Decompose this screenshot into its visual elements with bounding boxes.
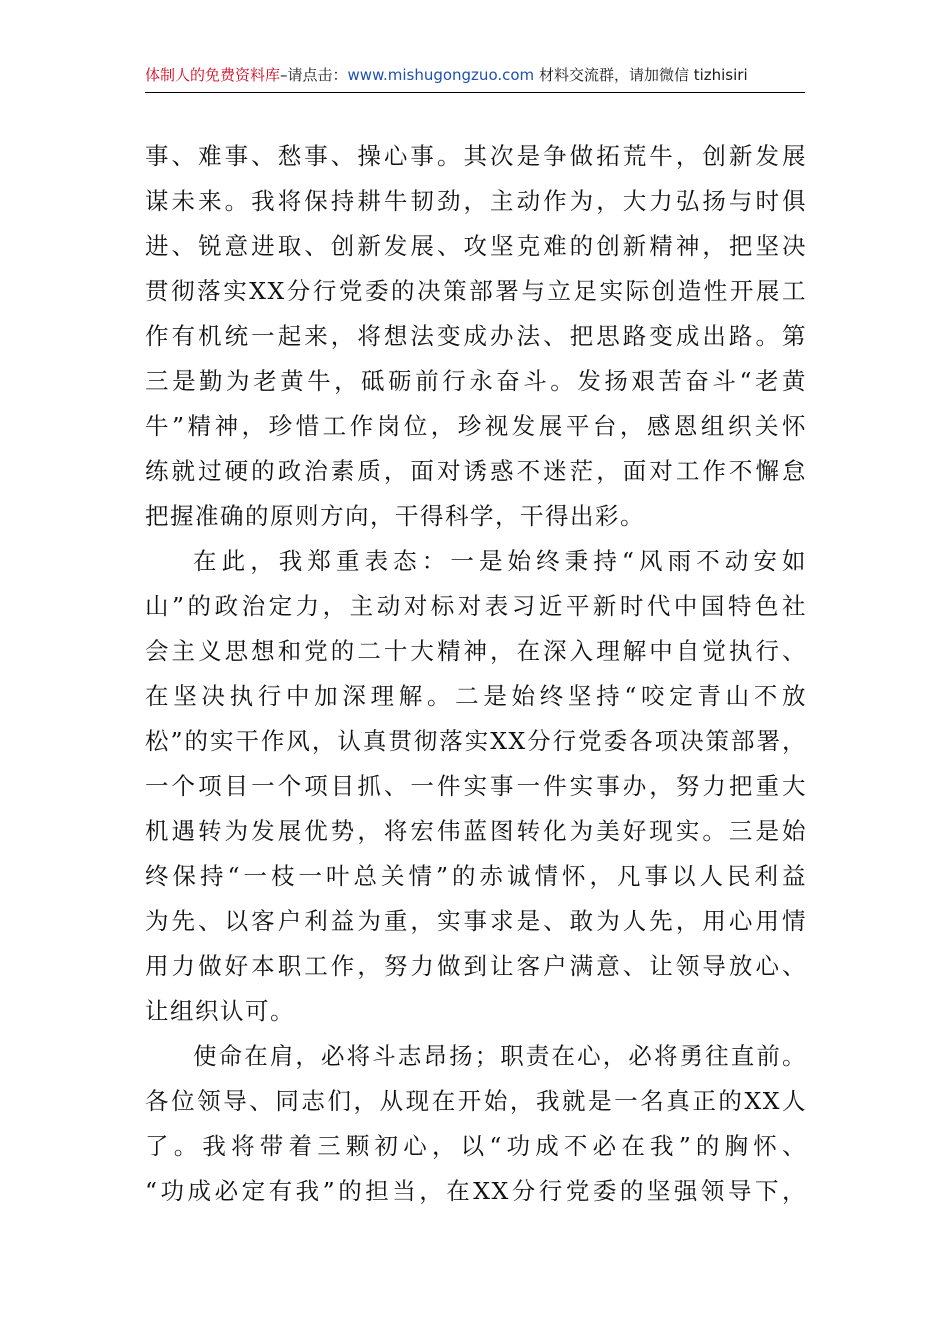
document-body bbox=[145, 134, 807, 1214]
text-line: 谋未来。我将保持耕牛韧劲，主动作为，大力弘扬与时俱 bbox=[145, 187, 807, 215]
text-line: 一个项目一个项目抓、一件实事一件实事办，努力把重大 bbox=[145, 772, 807, 800]
text-line: 贯彻落实XX分行党委的决策部署与立足实际创造性开展工 bbox=[145, 277, 807, 305]
text-line: 终保持“一枝一叶总关情”的赤诚情怀，凡事以人民利益 bbox=[145, 862, 807, 890]
paragraph-start-line: 在此，我郑重表态：一是始终秉持“风雨不动安如 bbox=[193, 547, 807, 575]
header-divider bbox=[145, 92, 805, 93]
text-line: 三是勤为老黄牛，砥砺前行永奋斗。发扬艰苦奋斗“老黄 bbox=[145, 367, 807, 395]
text-line: 为先、以客户利益为重，实事求是、敢为人先，用心用情 bbox=[145, 907, 807, 935]
text-line: 让组织认可。 bbox=[145, 997, 295, 1025]
text-line: 作有机统一起来，将想法变成办法、把思路变成出路。第 bbox=[145, 322, 807, 350]
text-line: 会主义思想和党的二十大精神，在深入理解中自觉执行、 bbox=[145, 637, 807, 665]
text-line: 进、锐意进取、创新发展、攻坚克难的创新精神，把坚决 bbox=[145, 232, 807, 260]
text-line: 牛”精神，珍惜工作岗位，珍视发展平台，感恩组织关怀 bbox=[145, 412, 807, 440]
text-line: 用力做好本职工作，努力做到让客户满意、让领导放心、 bbox=[145, 952, 807, 980]
paragraph-start-line: 使命在肩，必将斗志昂扬；职责在心，必将勇往直前。 bbox=[193, 1042, 807, 1070]
header-prompt: –请点击： bbox=[280, 66, 348, 84]
text-line: 事、难事、愁事、操心事。其次是争做拓荒牛，创新发展 bbox=[145, 142, 807, 170]
text-line: 了。我将带着三颗初心，以“功成不必在我”的胸怀、 bbox=[145, 1132, 807, 1160]
text-line: 机遇转为发展优势，将宏伟蓝图转化为美好现实。三是始 bbox=[145, 817, 807, 845]
page-header bbox=[145, 64, 805, 86]
text-line: “功成必定有我”的担当，在XX分行党委的坚强领导下， bbox=[145, 1177, 807, 1205]
text-line: 在坚决执行中加深理解。二是始终坚持“咬定青山不放 bbox=[145, 682, 807, 710]
header-contact: 材料交流群，请加微信 tizhisiri bbox=[534, 66, 748, 84]
text-line: 松”的实干作风，认真贯彻落实XX分行党委各项决策部署， bbox=[145, 727, 807, 755]
header-url-link[interactable]: www.mishugongzuo.com bbox=[347, 66, 535, 84]
text-line: 练就过硬的政治素质，面对诱惑不迷茫，面对工作不懈怠 bbox=[145, 457, 807, 485]
text-line: 山”的政治定力，主动对标对表习近平新时代中国特色社 bbox=[145, 592, 807, 620]
text-line: 把握准确的原则方向，干得科学，干得出彩。 bbox=[145, 502, 645, 530]
header-brand: 体制人的免费资料库 bbox=[145, 66, 281, 84]
text-line: 各位领导、同志们，从现在开始，我就是一名真正的XX人 bbox=[145, 1087, 807, 1115]
